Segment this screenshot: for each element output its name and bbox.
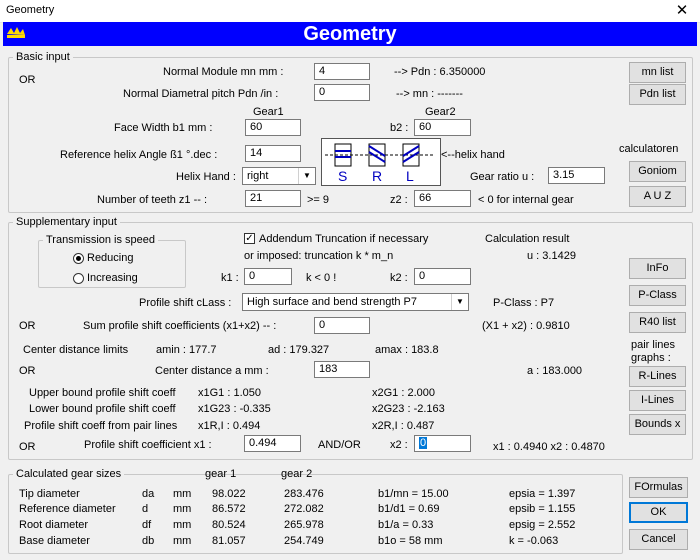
- tip-diameter-gear2: 283.476: [284, 488, 324, 500]
- sum-shift-label: Sum profile shift coefficients (x1+x2) -- :: [83, 320, 277, 332]
- mn-result: --> mn : -------: [396, 88, 463, 100]
- r-lines-button[interactable]: R-Lines: [629, 366, 686, 387]
- reference-diameter-unit: mm: [173, 503, 192, 515]
- a-result: a : 183.000: [527, 365, 583, 377]
- tip-diameter-label: Tip diameter: [19, 488, 80, 500]
- gear2-heading: Gear2: [425, 106, 456, 118]
- reference-diameter-label: Reference diameter: [19, 503, 116, 515]
- lower-bound-label: Lower bound profile shift coeff: [29, 403, 176, 415]
- calculation-result-heading: Calculation result: [485, 233, 570, 245]
- gear-ratio-label: Gear ratio u :: [470, 171, 535, 183]
- x1ri-value: x1R,I : 0.494: [198, 420, 261, 432]
- profile-shift-label: Profile shift coefficient x1 :: [84, 439, 212, 451]
- addendum-checkbox[interactable]: ✓: [245, 233, 254, 244]
- root-diameter-symbol: df: [142, 519, 152, 531]
- b1o-value: b1o = 58 mm: [378, 535, 443, 547]
- pdn-result: --> Pdn : 6.350000: [394, 66, 486, 78]
- ok-button[interactable]: OK: [629, 502, 688, 523]
- z2-label: z2 :: [390, 194, 408, 206]
- center-distance-input[interactable]: 183: [314, 361, 370, 378]
- k-value: k = -0.063: [509, 535, 559, 547]
- close-icon[interactable]: ✕: [675, 2, 689, 19]
- amin-value: amin : 177.7: [156, 344, 217, 356]
- x2ri-value: x2R,I : 0.487: [372, 420, 435, 432]
- logo-icon: [5, 24, 27, 42]
- pclass-button[interactable]: P-Class: [629, 285, 686, 306]
- z2-note: < 0 for internal gear: [478, 194, 574, 206]
- helix-angle-label: Reference helix Angle ß1 °.dec :: [60, 149, 218, 161]
- pitch-input[interactable]: 0: [314, 84, 370, 101]
- pclass-result: P-Class : P7: [493, 297, 555, 309]
- epsig-value: epsig = 2.552: [509, 519, 576, 531]
- goniom-button[interactable]: Goniom: [629, 161, 686, 182]
- root-diameter-unit: mm: [173, 519, 192, 531]
- root-diameter-label: Root diameter: [19, 519, 89, 531]
- epsib-value: epsib = 1.155: [509, 503, 576, 515]
- pair-lines-label: pair lines: [631, 339, 676, 351]
- cancel-button[interactable]: Cancel: [629, 529, 688, 550]
- chevron-down-icon[interactable]: ▼: [451, 294, 468, 310]
- helix-letter-r: R: [372, 168, 383, 184]
- pdn-list-button[interactable]: Pdn list: [629, 84, 686, 105]
- b1-mn-ratio: b1/mn = 15.00: [378, 488, 449, 500]
- upper-bound-label: Upper bound profile shift coeff: [29, 387, 176, 399]
- k2-input[interactable]: 0: [414, 268, 471, 285]
- andor-label: AND/OR: [318, 439, 361, 451]
- or-label: OR: [19, 320, 36, 332]
- transmission-legend: Transmission is speed: [43, 234, 158, 246]
- x1g1-value: x1G1 : 1.050: [198, 387, 261, 399]
- k2-label: k2 :: [390, 272, 408, 284]
- chevron-down-icon[interactable]: ▼: [298, 168, 315, 184]
- u-result: u : 3.1429: [527, 250, 576, 262]
- x1g23-value: x1G23 : -0.335: [198, 403, 271, 415]
- b2-input[interactable]: 60: [414, 119, 471, 136]
- tip-diameter-symbol: da: [142, 488, 155, 500]
- x-result: x1 : 0.4940 x2 : 0.4870: [493, 441, 605, 453]
- helix-letter-s: S: [338, 168, 348, 184]
- x1-input[interactable]: 0.494: [244, 435, 301, 452]
- supplementary-input-legend: Supplementary input: [13, 216, 120, 228]
- epsia-value: epsia = 1.397: [509, 488, 576, 500]
- z1-min-note: >= 9: [307, 194, 330, 206]
- x2g23-value: x2G23 : -2.163: [372, 403, 445, 415]
- pair-lines-shift-label: Profile shift coeff from pair lines: [24, 420, 178, 432]
- i-lines-button[interactable]: I-Lines: [629, 390, 686, 411]
- x2g1-value: x2G1 : 2.000: [372, 387, 435, 399]
- info-button[interactable]: InFo: [629, 258, 686, 279]
- pitch-label: Normal Diametral pitch Pdn /in :: [123, 88, 279, 100]
- tip-diameter-gear1: 98.022: [212, 488, 246, 500]
- sum-shift-input[interactable]: 0: [314, 317, 370, 334]
- sum-shift-result: (X1 + x2) : 0.9810: [482, 320, 570, 332]
- helix-angle-input[interactable]: 14: [245, 145, 301, 162]
- normal-module-label: Normal Module mn mm :: [163, 66, 284, 78]
- mn-list-button[interactable]: mn list: [629, 62, 686, 83]
- reference-diameter-gear2: 272.082: [284, 503, 324, 515]
- gear1-column-header: gear 1: [205, 468, 237, 480]
- teeth-label: Number of teeth z1 -- :: [97, 194, 208, 206]
- helix-hand-value: right: [247, 170, 269, 182]
- base-diameter-gear2: 254.749: [284, 535, 324, 547]
- gear2-column-header: gear 2: [281, 468, 313, 480]
- basic-input-group: [8, 57, 693, 213]
- or-label: OR: [19, 441, 36, 453]
- or-label: OR: [19, 365, 36, 377]
- k1-label: k1 :: [221, 272, 239, 284]
- helix-hand-select[interactable]: [242, 167, 316, 185]
- root-diameter-gear1: 80.524: [212, 519, 246, 531]
- reducing-label[interactable]: Reducing: [87, 252, 134, 264]
- gear-ratio-input[interactable]: 3.15: [548, 167, 605, 184]
- page-title: Geometry: [3, 22, 697, 46]
- cd-limits-label: Center distance limits: [23, 344, 129, 356]
- k-note: k < 0 !: [306, 272, 337, 284]
- face-width-label: Face Width b1 mm :: [114, 122, 213, 134]
- profile-class-value: High surface and bend strength P7: [247, 296, 418, 308]
- helix-hand-label: Helix Hand :: [176, 171, 236, 183]
- graphs-label: graphs :: [631, 352, 671, 364]
- base-diameter-symbol: db: [142, 535, 155, 547]
- x2-input[interactable]: [414, 435, 471, 452]
- normal-module-input[interactable]: 4: [314, 63, 370, 80]
- title-bar: [0, 0, 700, 23]
- x2-label: x2 :: [390, 439, 408, 451]
- calculators-label: calculatoren: [619, 143, 679, 155]
- base-diameter-gear1: 81.057: [212, 535, 246, 547]
- bounds-x-button[interactable]: Bounds x: [629, 414, 686, 435]
- tip-diameter-unit: mm: [173, 488, 192, 500]
- r40-list-button[interactable]: R40 list: [629, 312, 686, 333]
- z2-input[interactable]: 66: [414, 190, 471, 207]
- z1-input[interactable]: 21: [245, 190, 301, 207]
- gear1-heading: Gear1: [253, 106, 284, 118]
- auz-button[interactable]: A U Z: [629, 186, 686, 207]
- b1-a-ratio: b1/a = 0.33: [378, 519, 434, 531]
- profile-class-label: Profile shift cLass :: [139, 297, 232, 309]
- imposed-label: or imposed: truncation k * m_n: [244, 250, 394, 262]
- ad-value: ad : 179.327: [268, 344, 330, 356]
- center-distance-label: Center distance a mm :: [155, 365, 269, 377]
- root-diameter-gear2: 265.978: [284, 519, 324, 531]
- calculated-sizes-legend: Calculated gear sizes: [13, 468, 124, 480]
- b1-input[interactable]: 60: [245, 119, 301, 136]
- window-title: Geometry: [6, 4, 55, 16]
- k1-input[interactable]: 0: [244, 268, 292, 285]
- amax-value: amax : 183.8: [375, 344, 439, 356]
- reducing-radio[interactable]: [73, 253, 84, 264]
- reference-diameter-gear1: 86.572: [212, 503, 246, 515]
- helix-letter-l: L: [406, 168, 414, 184]
- profile-class-select[interactable]: [242, 293, 469, 311]
- increasing-radio[interactable]: [73, 273, 84, 284]
- addendum-label[interactable]: Addendum Truncation if necessary: [259, 233, 429, 245]
- helix-hand-note: <--helix hand: [441, 149, 505, 161]
- b2-label: b2 :: [390, 122, 409, 134]
- formulas-button[interactable]: FOrmulas: [629, 477, 688, 498]
- or-label: OR: [19, 74, 36, 86]
- basic-input-legend: Basic input: [13, 51, 73, 63]
- reference-diameter-symbol: d: [142, 503, 149, 515]
- base-diameter-unit: mm: [173, 535, 192, 547]
- increasing-label[interactable]: Increasing: [87, 272, 138, 284]
- radio-selected-dot: [76, 256, 81, 261]
- b1-d1-ratio: b1/d1 = 0.69: [378, 503, 440, 515]
- x2-value: 0: [420, 437, 427, 449]
- base-diameter-label: Base diameter: [19, 535, 90, 547]
